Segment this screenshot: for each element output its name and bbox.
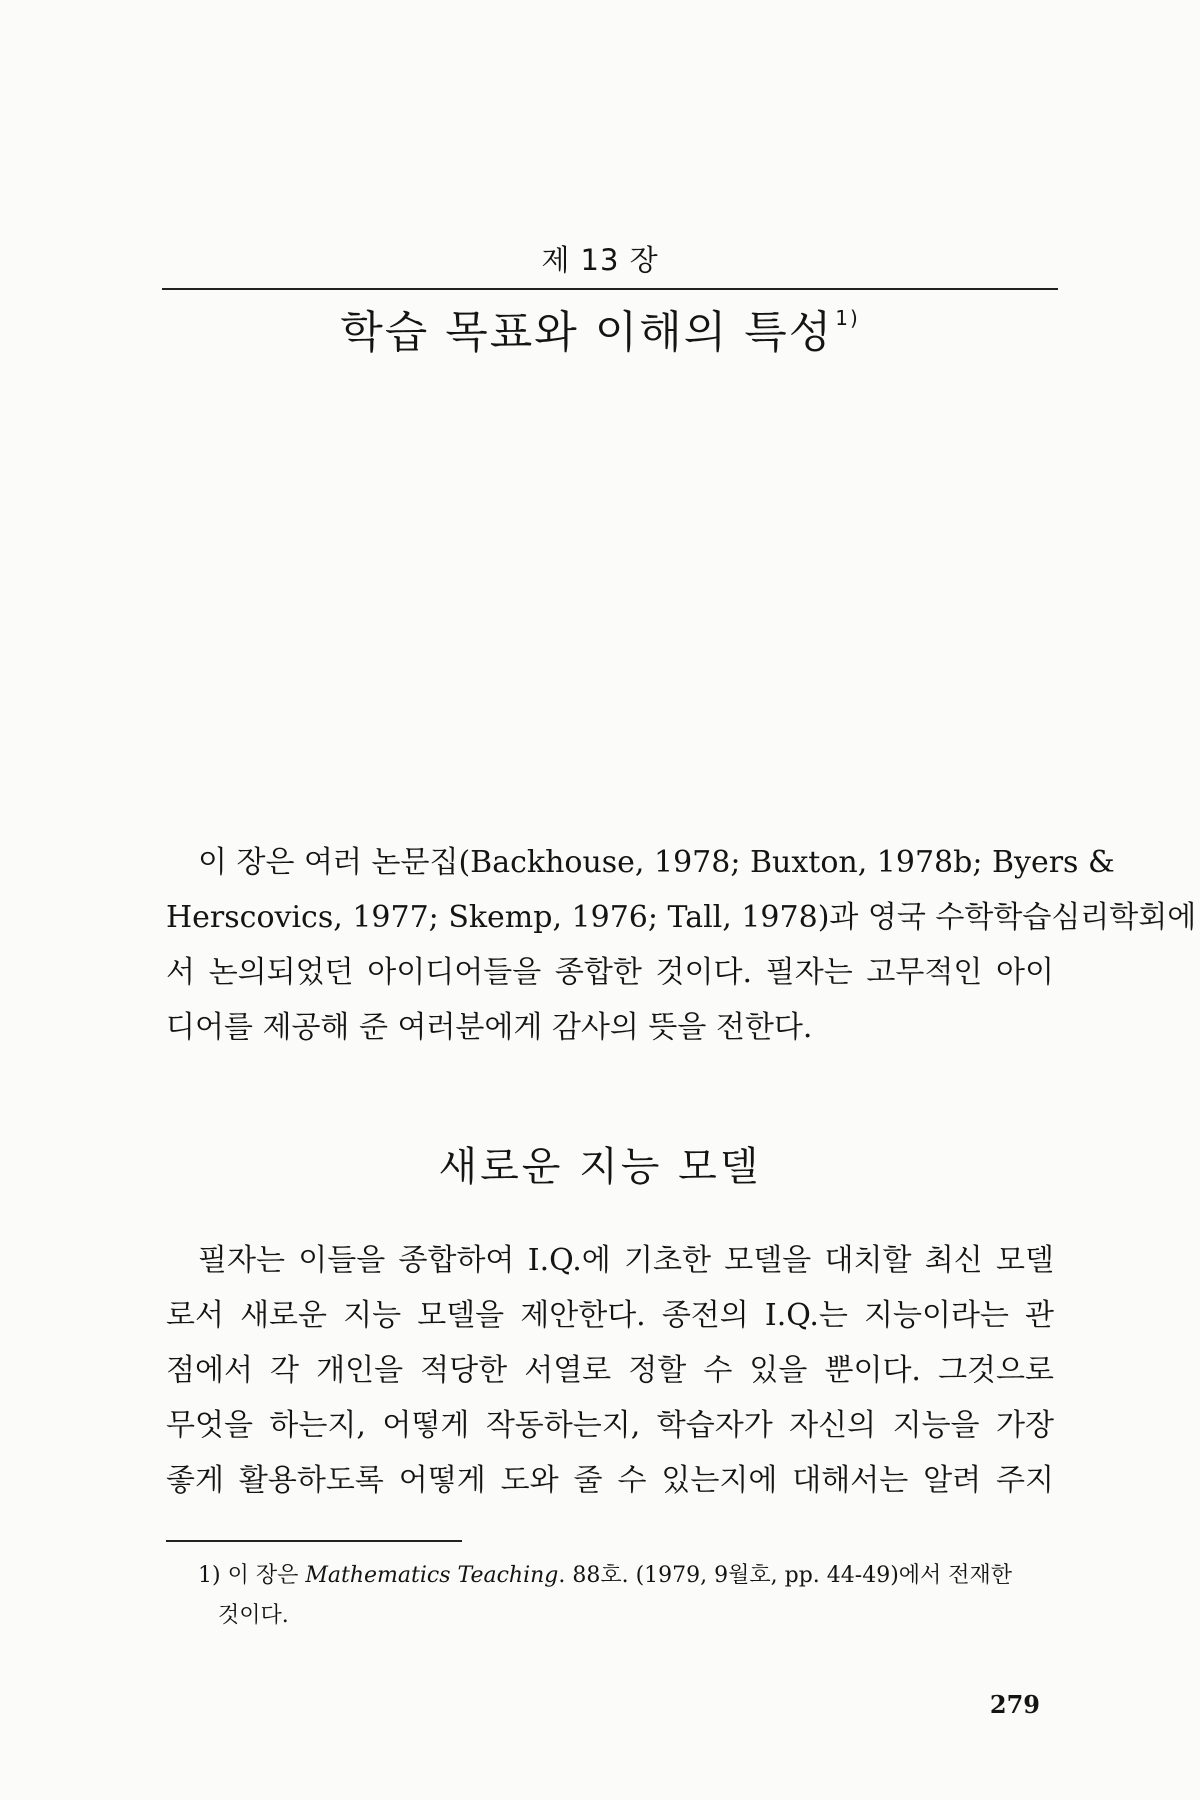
footnote [198, 1556, 1058, 1636]
footnote-line-2: 것이다. [218, 1603, 289, 1628]
body-line: 점에서 각 개인을 적당한 서열로 정할 수 있을 뿐이다. 그것으로 [166, 1353, 1054, 1388]
footnote-prefix: 이 장은 [227, 1563, 299, 1588]
body-line: 필자는 이들을 종합하여 I.Q.에 기초한 모델을 대치할 최신 모델 [198, 1243, 1054, 1278]
title-rule [162, 288, 1058, 290]
intro-paragraph [166, 835, 1197, 1055]
section-heading: 새로운 지능 모델 [438, 1144, 762, 1190]
body-line: 무엇을 하는지, 어떻게 작동하는지, 학습자가 자신의 지능을 가장 [166, 1408, 1054, 1443]
body-line: 좋게 활용하도록 어떻게 도와 줄 수 있는지에 대해서는 알려 주지 [166, 1463, 1054, 1498]
intro-line: 디어를 제공해 준 여러분에게 감사의 뜻을 전한다. [166, 1010, 813, 1045]
body-line: 로서 새로운 지능 모델을 제안한다. 종전의 I.Q.는 지능이라는 관 [166, 1298, 1054, 1333]
chapter-title-text: 학습 목표와 이해의 특성 [340, 307, 834, 358]
intro-line: 서 논의되었던 아이디어들을 종합한 것이다. 필자는 고무적인 아이 [166, 955, 1054, 990]
page-number: 279 [989, 1690, 1040, 1719]
footnote-reference: 1) [835, 306, 860, 330]
footnote-marker: 1) [198, 1563, 221, 1588]
footnote-journal: Mathematics Teaching [305, 1563, 559, 1588]
intro-line: 이 장은 여러 논문집(Backhouse, 1978; Buxton, 1978b; Byers & [198, 845, 1115, 880]
footnote-line-1 [198, 1556, 1058, 1596]
body-paragraph [166, 1233, 1054, 1508]
intro-line: Herscovics, 1977; Skemp, 1976; Tall, 1978)과 영국 수학학습심리학회에 [166, 900, 1197, 935]
chapter-title [0, 296, 1200, 360]
footnote-rule [166, 1540, 462, 1542]
footnote-suffix: . 88호. (1979, 9월호, pp. 44-49)에서 전재한 [558, 1563, 1013, 1588]
chapter-label: 제 13 장 [541, 243, 659, 277]
